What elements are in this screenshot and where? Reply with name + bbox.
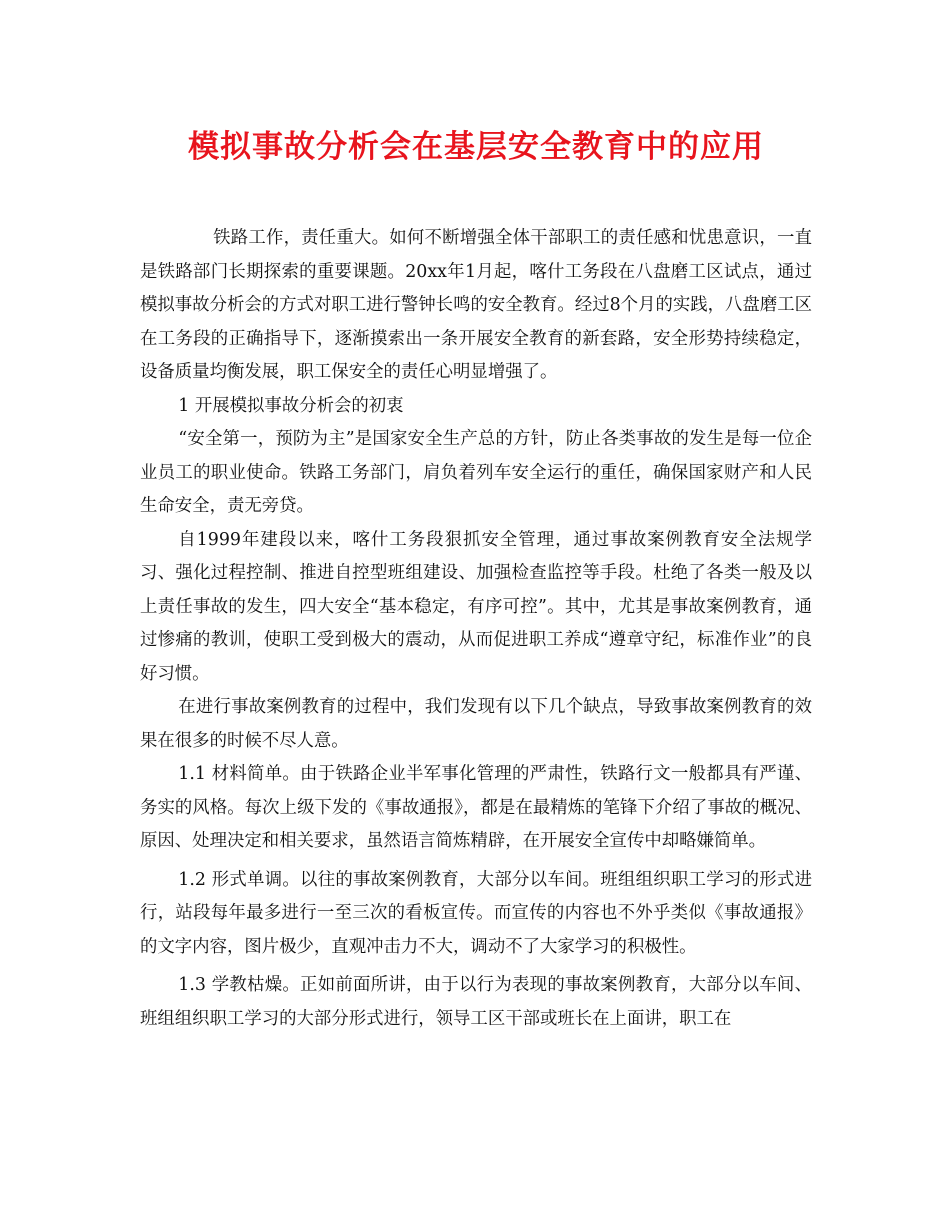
paragraph-1-3: 1.3 学教枯燥。正如前面所讲，由于以行为表现的事故案例教育，大部分以车间、班组组织职工学习的大部分形式进行，领导工区干部或班长在上面讲，职工在 [140, 975, 812, 1029]
paragraph-intro: 铁路工作，责任重大。如何不断增强全体干部职工的责任感和忧患意识，一直是铁路部门长期探索的重要课题。20xx年1月起，喀什工务段在八盘磨工区试点，通过模拟事故分析会的方式对职工进行警钟长鸣的安全教育。经过8个月的实践，八盘磨工区在工务段的正确指导下，逐渐摸索出一条开展安全教育的新套路，安全形势持续稳定，设备质量均衡发展，职工保安全的责任心明显增强了。 [140, 228, 812, 382]
paragraph-history: 自1999年建段以来，喀什工务段狠抓安全管理，通过事故案例教育安全法规学习、强化过程控制、推进自控型班组建设、加强检查监控等手段。杜绝了各类一般及以上责任事故的发生，四大安全“基本稳定，有序可控”。其中，尤其是事故案例教育，通过惨痛的教训，使职工受到极大的震动，从而促进职工养成“遵章守纪，标准作业”的良好习惯。 [140, 529, 812, 684]
paragraph-1-1: 1.1 材料简单。由于铁路企业半军事化管理的严肃性，铁路行文一般都具有严谨、务实的风格。每次上级下发的《事故通报》，都是在最精炼的笔锋下介绍了事故的概况、原因、处理决定和相关要求，虽然语言简炼精辟，在开展安全宣传中却略嫌简单。 [140, 764, 812, 851]
section-heading-1: 1 开展模拟事故分析会的初衷 [178, 395, 404, 416]
document-title: 模拟事故分析会在基层安全教育中的应用 [188, 129, 764, 165]
paragraph-safety-policy: “安全第一，预防为主”是国家安全生产总的方针，防止各类事故的发生是每一位企业员工的职业使命。铁路工务部门，肩负着列车安全运行的重任，确保国家财产和人民生命安全，责无旁贷。 [140, 429, 812, 516]
paragraph-shortcomings: 在进行事故案例教育的过程中，我们发现有以下几个缺点，导致事故案例教育的效果在很多的时候不尽人意。 [140, 697, 812, 751]
paragraph-1-2: 1.2 形式单调。以往的事故案例教育，大部分以车间。班组组织职工学习的形式进行，站段每年最多进行一至三次的看板宣传。而宣传的内容也不外乎类似《事故通报》的文字内容，图片极少，直观冲击力不大，调动不了大家学习的积极性。 [140, 869, 812, 957]
document-page [140, 126, 812, 1036]
